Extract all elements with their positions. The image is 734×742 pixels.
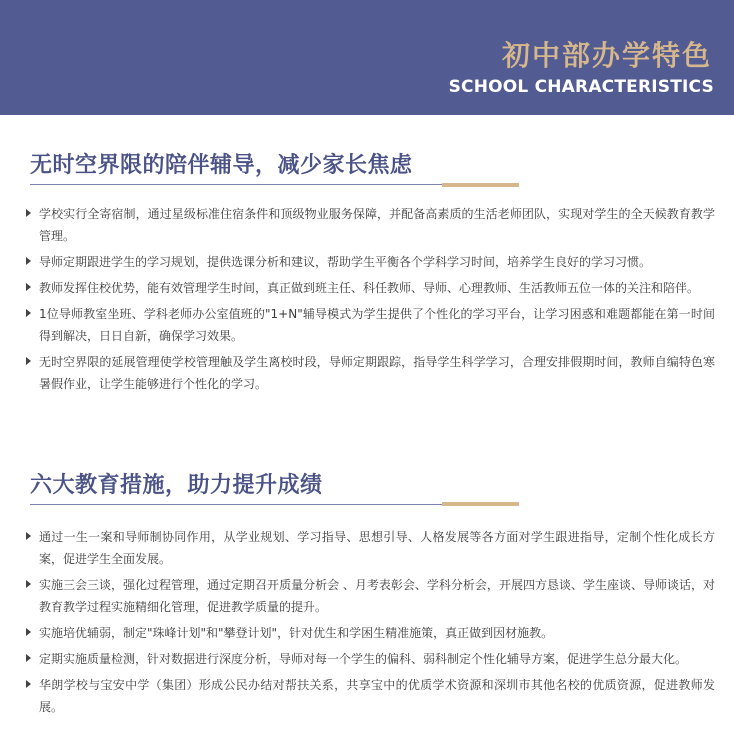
section-divider-line: [30, 184, 442, 185]
bullet-triangle-icon: [26, 680, 31, 688]
section-divider-accent: [442, 183, 519, 187]
section-divider-line: [30, 504, 442, 505]
section-title: 六大教育措施，助力提升成绩: [30, 473, 323, 498]
list-item: [25, 277, 715, 299]
list-item: [25, 526, 715, 570]
list-item-text: 通过一生一案和导师制协同作用，从学业规划、学习指导、思想引导、人格发展等各方面对学生跟进指导，定制个性化成长方案，促进学生全面发展。: [39, 530, 715, 566]
list-item-text: 实施三会三谈，强化过程管理，通过定期召开质量分析会 、月考表彰会、学科分析会，开展四方恳谈、学生座谈、导师谈话，对教育教学过程实施精细化管理，促进教学质量的提升。: [39, 578, 715, 614]
bullet-triangle-icon: [26, 309, 31, 317]
page-header: [0, 0, 734, 115]
list-item: [25, 203, 715, 247]
list-item: [25, 251, 715, 273]
bullet-triangle-icon: [26, 654, 31, 662]
bullet-triangle-icon: [26, 357, 31, 365]
header-subtitle: SCHOOL CHARACTERISTICS: [448, 77, 714, 97]
bullet-triangle-icon: [26, 209, 31, 217]
list-item: [25, 674, 715, 718]
list-item-text: 教师发挥住校优势，能有效管理学生时间，真正做到班主任、科任教师、导师、心理教师、生活教师五位一体的关注和陪伴。: [39, 281, 700, 295]
list-item-text: 实施培优辅弱，制定"珠峰计划"和"攀登计划"，针对优生和学困生精准施策，真正做到因材施教。: [39, 626, 554, 640]
list-item-text: 无时空界限的延展管理使学校管理触及学生离校时段，导师定期跟踪，指导学生科学学习，合理安排假期时间，教师自编特色寒暑假作业，让学生能够进行个性化的学习。: [39, 355, 715, 391]
bullet-triangle-icon: [26, 283, 31, 291]
list-item-text: 定期实施质量检测，针对数据进行深度分析，导师对每一个学生的偏科、弱科制定个性化辅导方案，促进学生总分最大化。: [39, 652, 688, 666]
list-item: [25, 574, 715, 618]
list-item: [25, 622, 715, 644]
section-divider-accent: [442, 502, 519, 506]
header-title: 初中部办学特色: [501, 39, 712, 72]
bullet-triangle-icon: [26, 580, 31, 588]
list-item-text: 学校实行全寄宿制，通过星级标准住宿条件和顶级物业服务保障，并配备高素质的生活老师团队，实现对学生的全天候教育教学管理。: [39, 207, 715, 243]
bullet-triangle-icon: [26, 628, 31, 636]
section-item-list: [25, 203, 715, 399]
list-item-text: 1位导师教室坐班、学科老师办公室值班的"1+N"辅导模式为学生提供了个性化的学习平台，让学习困惑和难题都能在第一时间得到解决，日日自新，确保学习效果。: [39, 307, 715, 343]
list-item: [25, 351, 715, 395]
section-item-list: [25, 526, 715, 722]
section-title: 无时空界限的陪伴辅导，减少家长焦虑: [30, 153, 413, 178]
list-item: [25, 303, 715, 347]
list-item: [25, 648, 715, 670]
bullet-triangle-icon: [26, 532, 31, 540]
list-item-text: 华朗学校与宝安中学（集团）形成公民办结对帮扶关系，共享宝中的优质学术资源和深圳市其他名校的优质资源，促进教师发展。: [39, 678, 715, 714]
bullet-triangle-icon: [26, 257, 31, 265]
list-item-text: 导师定期跟进学生的学习规划，提供选课分析和建议，帮助学生平衡各个学科学习时间，培养学生良好的学习习惯。: [39, 255, 652, 269]
